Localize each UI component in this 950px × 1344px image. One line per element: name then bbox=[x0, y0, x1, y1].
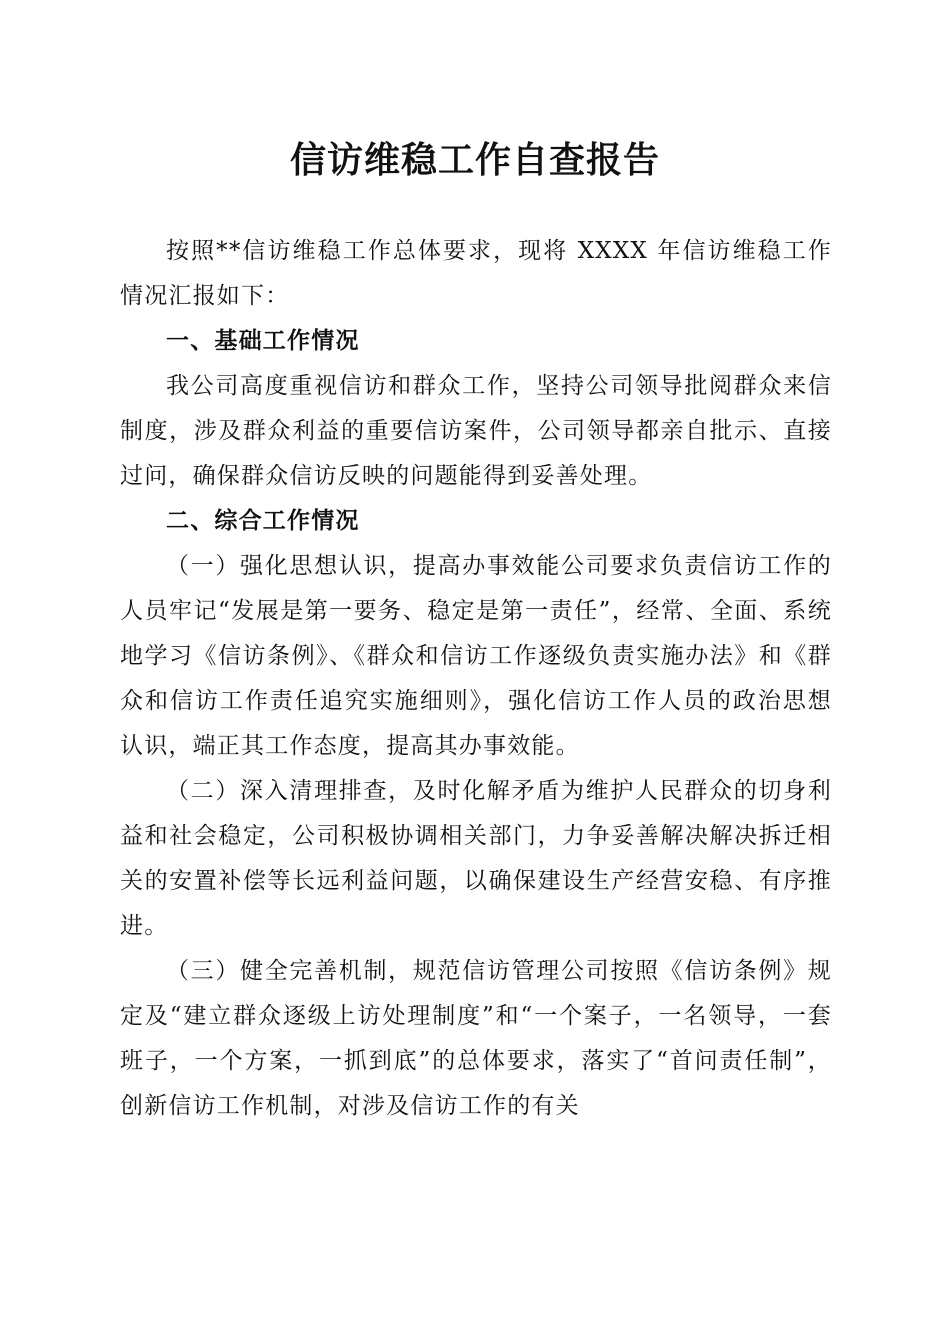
document-title: 信访维稳工作自查报告 bbox=[289, 139, 660, 181]
document-body bbox=[120, 229, 832, 1129]
section-2-item-1: （一）强化思想认识，提高办事效能公司要求负责信访工作的人员牢记“发展是第一要务、稳定是第一责任”，经常、全面、系统地学习《信访条例》、《群众和信访工作逐级负责实施办法》和《群众和信访工作责任追究实施细则》，强化信访工作人员的政治思想认识，端正其工作态度，提高其办事效能。 bbox=[120, 553, 832, 759]
section-2-heading: 二、综合工作情况 bbox=[166, 508, 360, 534]
section-1-heading: 一、基础工作情况 bbox=[166, 328, 360, 354]
section-2-item-2: （二）深入清理排查，及时化解矛盾为维护人民群众的切身利益和社会稳定，公司积极协调相关部门，力争妥善解决解决拆迁相关的安置补偿等长远利益问题，以确保建设生产经营安稳、有序推进。 bbox=[120, 778, 832, 939]
section-2-item-3: （三）健全完善机制，规范信访管理公司按照《信访条例》规定及“建立群众逐级上访处理制度”和“一个案子，一名领导，一套班子，一个方案，一抓到底”的总体要求，落实了“首问责任制”，创新信访工作机制，对涉及信访工作的有关 bbox=[120, 958, 832, 1119]
section-1-paragraph: 我公司高度重视信访和群众工作，坚持公司领导批阅群众来信制度，涉及群众利益的重要信访案件，公司领导都亲自批示、直接过问，确保群众信访反映的问题能得到妥善处理。 bbox=[120, 373, 832, 489]
intro-paragraph: 按照**信访维稳工作总体要求，现将 XXXX 年信访维稳工作情况汇报如下： bbox=[120, 238, 832, 309]
